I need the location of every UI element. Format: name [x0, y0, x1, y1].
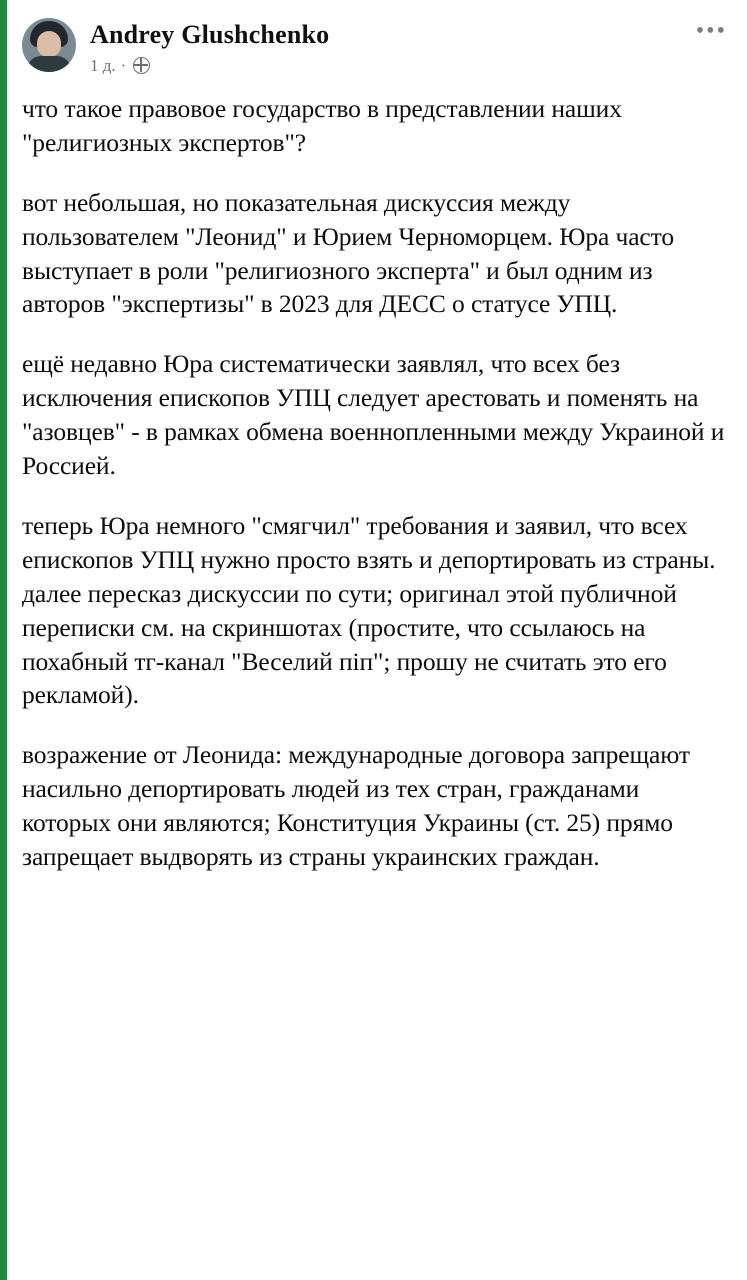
more-options-icon[interactable]: •••	[695, 18, 727, 44]
avatar[interactable]	[22, 18, 76, 72]
post-header	[0, 0, 747, 82]
post-timestamp[interactable]: 1 д.	[90, 55, 116, 75]
post-header-text	[90, 18, 329, 76]
post-meta	[90, 56, 329, 76]
post-paragraph: вот небольшая, но показательная дискуссия между пользователем "Леонид" и Юрием Черноморцем. Юра часто выступает в роли "религиозного эксперта" и был одним из авторов "экспертизы" в 2023 для ДЕСС о статусе УПЦ.	[22, 187, 674, 319]
meta-separator: ·	[120, 55, 127, 75]
post-paragraph: что такое правовое государство в представлении наших "религиозных экспертов"?	[22, 93, 622, 157]
post-paragraph: возражение от Леонида: международные договора запрещают насильно депортировать людей из тех стран, гражданами которых они являются; Конституция Украины (ст. 25) прямо запрещает выдворять из страны украинских граждан.	[22, 740, 690, 872]
avatar-face	[37, 31, 61, 57]
post-paragraph: теперь Юра немного "смягчил" требования и заявил, что всех епископов УПЦ нужно просто взять и депортировать из страны. далее пересказ дискуссии по сути; оригинал этой публичной переписки см. на скриншотах (простите, что ссылаюсь на похабный тг-канал "Веселий піп"; прошу не считать это его рекламой).	[22, 510, 716, 710]
avatar-body	[27, 56, 71, 72]
post-paragraph: ещё недавно Юра систематически заявлял, что всех без исключения епископов УПЦ следует арестовать и поменять на "азовцев" - в рамках обмена военнопленными между Украиной и Россией.	[22, 349, 725, 481]
post-body	[0, 82, 747, 874]
author-name[interactable]: Andrey Glushchenko	[90, 20, 330, 49]
globe-icon[interactable]	[133, 57, 150, 74]
left-accent-bar	[0, 0, 7, 1280]
